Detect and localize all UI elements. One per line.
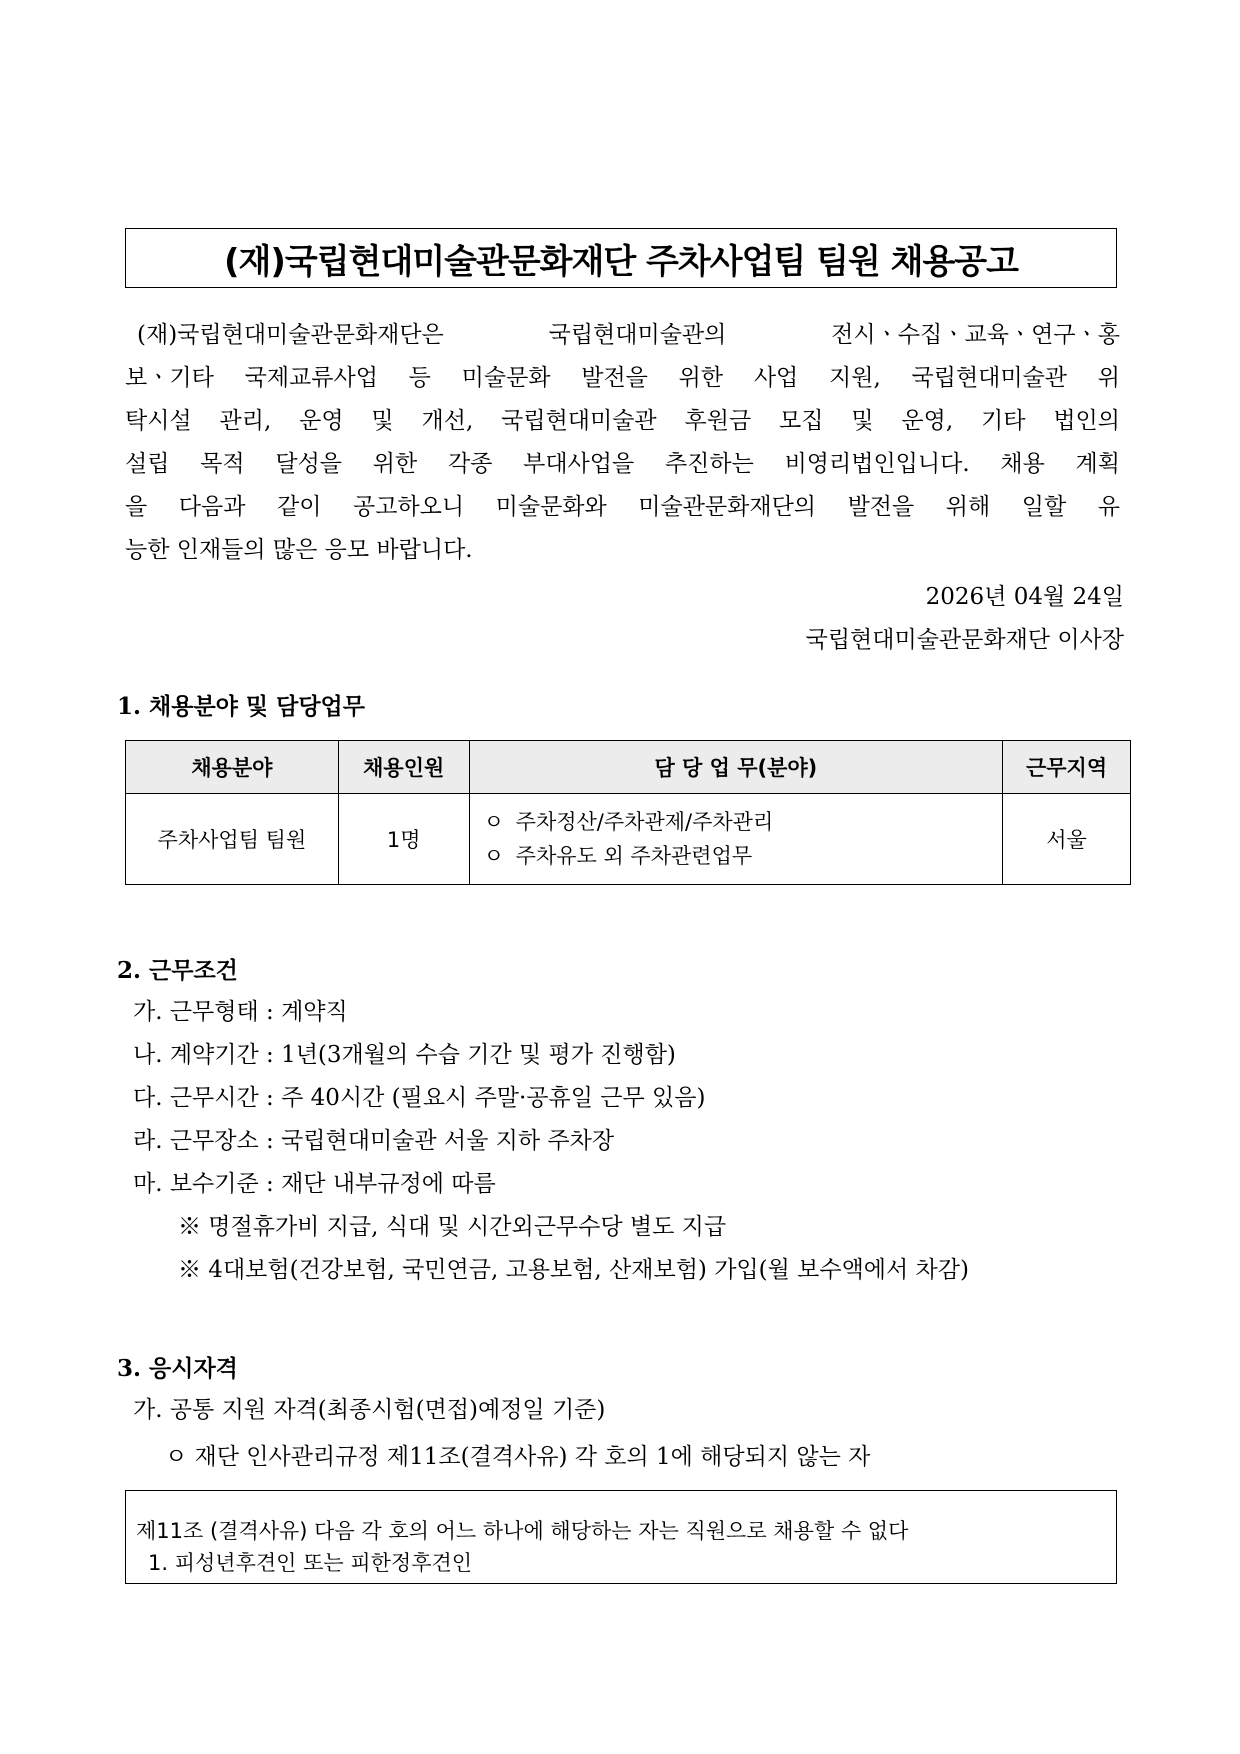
duty-item: [484, 839, 1001, 873]
intro-line: 설립 목적 달성을 위한 각종 부대사업을 추진하는 비영리법인입니다. 채용 계획: [125, 451, 1120, 477]
header-field: 채용분야: [126, 741, 339, 794]
law-article: 제11조 (결격사유) 다음 각 호의 어느 하나에 해당하는 자는 직원으로 채용할 수 없다: [136, 1519, 909, 1543]
disqualification-box: [125, 1490, 1117, 1584]
section-1-heading: 1. 채용분야 및 담당업무: [117, 693, 365, 720]
condition-note: ※ 4대보험(건강보험, 국민연금, 고용보험, 산재보험) 가입(월 보수액에서 차감): [178, 1257, 969, 1283]
table-row: [126, 794, 1131, 885]
condition-item: 다. 근무시간 : 주 40시간 (필요시 주말·공휴일 근무 있음): [133, 1085, 706, 1111]
intro-line: (재)국립현대미술관문화재단은 국립현대미술관의 전시ㆍ수집ㆍ교육ㆍ연구ㆍ홍: [137, 322, 1120, 348]
condition-item: 가. 근무형태 : 계약직: [133, 999, 348, 1025]
intro-line: 능한 인재들의 많은 응모 바랍니다.: [125, 537, 473, 563]
cell-duties: [469, 794, 1002, 885]
cell-field: 주차사업팀 팀원: [126, 794, 339, 885]
intro-line: 을 다음과 같이 공고하오니 미술문화와 미술관문화재단의 발전을 위해 일할 유: [125, 494, 1120, 520]
duty-text: 주차정산/주차관제/주차관리: [515, 810, 774, 834]
announcement-date: 2026년 04월 24일: [925, 584, 1124, 610]
intro-line: 탁시설 관리, 운영 및 개선, 국립현대미술관 후원금 모집 및 운영, 기타 법인의: [125, 408, 1120, 434]
intro-line: 보ㆍ기타 국제교류사업 등 미술문화 발전을 위한 사업 지원, 국립현대미술관 위: [125, 365, 1120, 391]
issuer: 국립현대미술관문화재단 이사장: [805, 627, 1124, 653]
header-location: 근무지역: [1003, 741, 1131, 794]
qualification-item: 가. 공통 지원 자격(최종시험(면접)예정일 기준): [133, 1397, 606, 1423]
condition-item: 마. 보수기준 : 재단 내부규정에 따름: [133, 1171, 496, 1197]
duty-text: 주차유도 외 주차관련업무: [515, 844, 753, 868]
header-duties: 담 당 업 무(분야): [469, 741, 1002, 794]
intro-paragraph: [125, 314, 1120, 572]
bullet-icon: ㅇ: [483, 844, 504, 868]
cell-location: 서울: [1003, 794, 1131, 885]
recruitment-table: [125, 740, 1131, 885]
law-clause: 1. 피성년후견인 또는 피한정후견인: [148, 1551, 473, 1575]
condition-item: 나. 계약기간 : 1년(3개월의 수습 기간 및 평가 진행함): [133, 1042, 676, 1068]
qualification-sub-item: ㅇ 재단 인사관리규정 제11조(결격사유) 각 호의 1에 해당되지 않는 자: [165, 1444, 871, 1470]
section-2-heading: 2. 근무조건: [117, 957, 238, 984]
condition-item: 라. 근무장소 : 국립현대미술관 서울 지하 주차장: [133, 1128, 615, 1154]
title-box: [125, 228, 1117, 288]
page-title: (재)국립현대미술관문화재단 주차사업팀 팀원 채용공고: [224, 241, 1018, 282]
cell-count: 1명: [338, 794, 469, 885]
duty-item: [484, 805, 1001, 839]
condition-note: ※ 명절휴가비 지급, 식대 및 시간외근무수당 별도 지급: [178, 1214, 727, 1240]
bullet-icon: ㅇ: [483, 810, 504, 834]
table-header-row: [126, 741, 1131, 794]
section-3-heading: 3. 응시자격: [117, 1355, 238, 1382]
header-count: 채용인원: [338, 741, 469, 794]
